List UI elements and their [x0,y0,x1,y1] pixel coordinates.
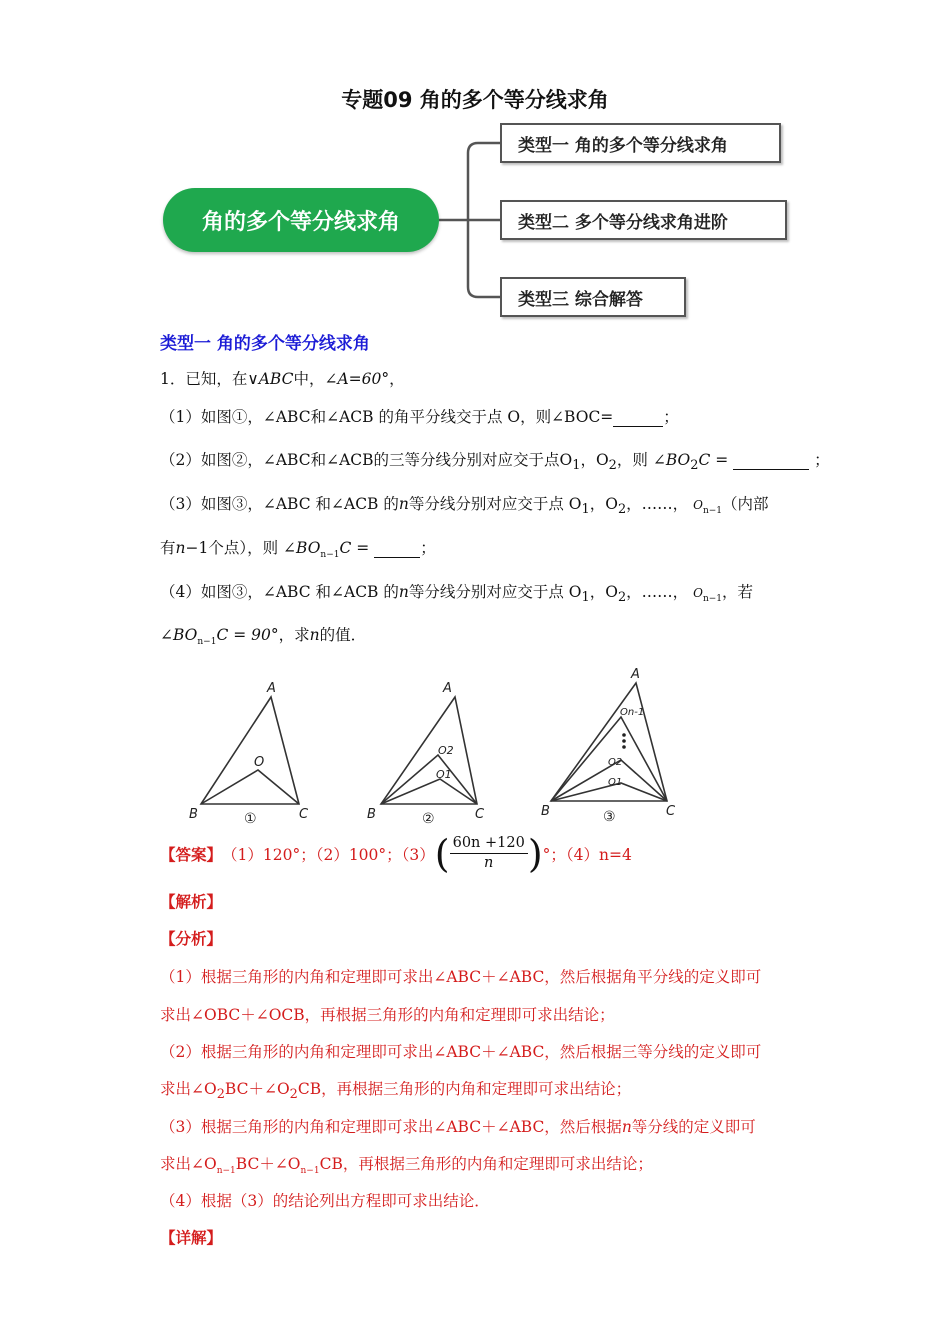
question-4-cont: $\angle BO_{n-1}C = 90^\circ$，求n的值． [160,626,367,648]
page-title: 专题09 角的多个等分线求角 [341,88,609,112]
fenxi-label: 【分析】 [160,930,223,948]
analysis-line-2: 求出∠OBC＋∠OCB，再根据三角形的内角和定理即可求出结论； [160,1006,615,1024]
figure-3-dots [622,733,626,749]
fig1-number: ① [244,811,257,827]
fig1-label-b: B [189,807,198,822]
mindmap-branch-type3[interactable]: 类型三 综合解答 [500,277,686,317]
analysis-line-1: （1）根据三角形的内角和定理即可求出∠ABC＋∠ABC，然后根据角平分线的定义即可 [160,968,762,986]
fig2-label-c: C [475,807,485,822]
mindmap-branch-type1[interactable]: 类型一 角的多个等分线求角 [500,123,781,163]
fig2-label-o1: O1 [436,768,452,781]
figure-2 [381,697,477,804]
fig3-label-a: A [631,667,640,682]
section-heading: 类型一 角的多个等分线求角 [160,334,370,354]
mindmap-branch-type2[interactable]: 类型二 多个等分线求角进阶 [500,200,787,240]
fig2-label-a: A [443,681,452,696]
fig3-label-o2: O2 [608,757,623,768]
analysis-line-3: （2）根据三角形的内角和定理即可求出∠ABC＋∠ABC，然后根据三等分线的定义即可 [160,1043,762,1061]
fig3-label-on1: On-1 [620,707,645,718]
problem-intro: 1．已知，在∨ABC中，∠A=60°， [160,370,405,388]
fig3-label-b: B [541,804,550,819]
answer-fraction: $\frac{60n +120}{n}$ [450,834,528,873]
question-3-cont: 有n−1个点），则 $\angle BO_{n-1}C$ = ； [160,539,436,561]
analysis-line-6: 求出$\angle O_{n-1}BC+\angle O_{n-1}CB$，再根据三角形的内角和定理即可求出结论； [160,1155,653,1177]
fig1-label-c: C [299,807,309,822]
mindmap-connectors [0,0,950,330]
jiexi-label: 【解析】 [160,893,223,911]
fig1-label-o: O [254,755,265,770]
figure-1 [201,697,299,804]
answer-line: 【答案】 （1）120°；（2）100°；（3） ( $\frac{60n +120}{n}$ ) °；（4）n=4 [160,831,632,876]
fig2-number: ② [422,811,435,827]
analysis-line-4: 求出$\angle O_2BC+\angle O_2CB$，再根据三角形的内角和定理即可求出结论； [160,1080,632,1103]
fig3-label-o1: O1 [608,777,623,788]
question-4: （4）如图③，∠ABC 和∠ACB 的n等分线分别对应交于点 $O_1$，$O_2$，……， $O_{n-1}$，若 [160,583,754,606]
analysis-line-7: （4）根据（3）的结论列出方程即可求出结论． [160,1192,490,1210]
fig3-label-c: C [666,804,676,819]
question-3: （3）如图③，∠ABC 和∠ACB 的n等分线分别对应交于点 $O_1$，$O_2$，……， $O_{n-1}$（内部 [160,495,769,518]
question-1: （1）如图①，∠ABC和∠ACB 的角平分线交于点 O，则∠BOC= ； [160,408,679,426]
fig2-label-b: B [367,807,376,822]
fig3-number: ③ [603,809,616,825]
mindmap-root: 角的多个等分线求角 [163,188,439,252]
fig2-label-o2: O2 [438,744,454,757]
fig1-label-a: A [267,681,276,696]
triangle-figures [180,665,700,830]
analysis-line-5: （3）根据三角形的内角和定理即可求出∠ABC＋∠ABC，然后根据n等分线的定义即可 [160,1118,756,1136]
xiangjie-label: 【详解】 [160,1229,223,1247]
question-2: （2）如图②，∠ABC和∠ACB的三等分线分别对应交于点$O_1$，$O_2$，则 $\angle BO_2C$ = ； [160,451,830,474]
